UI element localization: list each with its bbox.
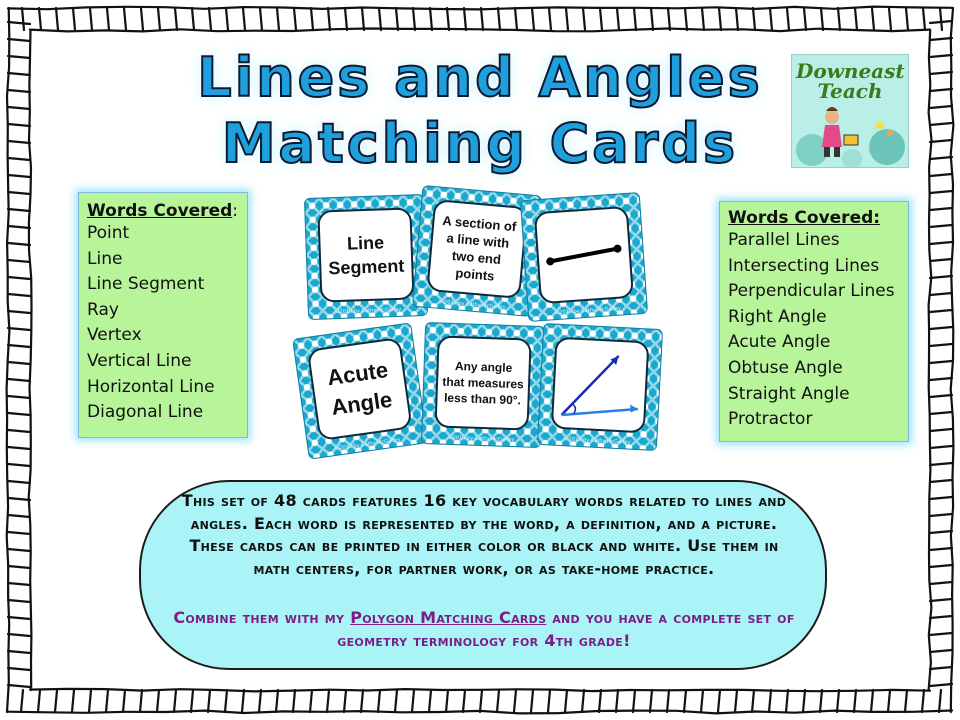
card-picture	[551, 337, 650, 434]
border-tick	[565, 690, 567, 712]
border-tick	[8, 617, 30, 619]
border-tick	[905, 690, 907, 712]
border-tick	[930, 684, 952, 686]
border-tick	[684, 690, 686, 712]
border-tick	[930, 259, 952, 261]
border-tick	[8, 685, 30, 687]
list-item: Protractor	[728, 409, 813, 430]
border-tick	[90, 8, 92, 30]
border-tick	[930, 310, 952, 312]
border-tick	[8, 22, 30, 24]
border-tick	[804, 8, 806, 30]
border-tick	[209, 8, 211, 30]
border-tick	[8, 515, 30, 517]
border-tick	[668, 8, 670, 30]
card-copyright: ©2013 by Cathy McGaffey	[438, 298, 506, 311]
border-tick	[667, 690, 669, 712]
border-tick	[481, 8, 483, 30]
border-tick	[930, 361, 952, 363]
border-tick	[769, 690, 771, 712]
border-tick	[191, 690, 193, 712]
border-tick	[930, 412, 952, 414]
border-tick	[328, 8, 330, 30]
border-tick	[38, 690, 40, 712]
border-tick	[141, 8, 143, 30]
card-text: A section of a line with two end points	[426, 199, 528, 299]
border-tick	[446, 690, 448, 712]
border-tick	[651, 8, 653, 30]
polygon-matching-cards-link[interactable]: Polygon Matching Cards	[350, 608, 547, 627]
border-tick	[277, 8, 279, 30]
border-tick	[276, 690, 278, 712]
border-tick	[922, 690, 924, 712]
border-tick	[8, 583, 30, 585]
border-tick	[260, 8, 262, 30]
border-tick	[412, 690, 414, 712]
border-stroke	[30, 29, 930, 32]
border-tick	[395, 690, 397, 712]
border-tick	[930, 446, 952, 448]
border-tick	[362, 8, 364, 30]
border-tick	[174, 690, 176, 712]
border-tick	[787, 8, 789, 30]
border-tick	[616, 690, 618, 712]
words-covered-left	[78, 192, 248, 438]
border-tick	[930, 38, 952, 40]
card-copyright: ©2013 by Cathy McGaffey	[563, 436, 631, 446]
border-tick	[566, 8, 568, 30]
border-tick	[378, 690, 380, 712]
border-tick	[8, 175, 30, 177]
border-tick	[531, 690, 533, 712]
border-tick	[930, 429, 952, 431]
list-item: Line Segment	[87, 274, 205, 295]
border-tick	[940, 8, 942, 30]
border-tick	[855, 8, 857, 30]
border-tick	[8, 328, 30, 330]
border-tick	[429, 690, 431, 712]
border-tick	[8, 651, 30, 653]
border-tick	[701, 690, 703, 712]
border-tick	[930, 344, 952, 346]
border-tick	[8, 226, 30, 228]
border-tick	[930, 191, 952, 193]
border-tick	[447, 8, 449, 30]
border-tick	[22, 8, 24, 30]
border-tick	[634, 8, 636, 30]
card-copyright: ©2013 by Cathy McGaffey	[447, 434, 515, 444]
border-tick	[8, 566, 30, 568]
card-copyright: ©2013 by Cathy McGaffey	[334, 306, 402, 316]
card-copyright: ©2013 by Cathy McGaffey	[334, 436, 401, 453]
list-item: Line	[87, 248, 123, 269]
border-tick	[379, 8, 381, 30]
border-tick	[8, 413, 30, 415]
page-title-line-2: Matching Cards	[221, 112, 739, 175]
border-tick	[345, 8, 347, 30]
border-tick	[192, 8, 194, 30]
border-tick	[463, 690, 465, 712]
logo-text: Downeast Teach	[796, 59, 905, 103]
border-tick	[736, 8, 738, 30]
border-tick	[430, 8, 432, 30]
description-text: This set of 48 cards features 16 key vocabulary words related to lines and angles. Each word is represented by the word, a definition, and a picture. These cards can be printed in either color or black and white. Use them in math centers, for partner work, or as take-home practice.	[181, 491, 787, 578]
border-tick	[930, 208, 952, 210]
border-tick	[930, 514, 952, 516]
list-item: Vertical Line	[87, 350, 192, 371]
border-tick	[617, 8, 619, 30]
border-tick	[8, 311, 30, 313]
brand-logo	[791, 54, 909, 168]
border-tick	[124, 8, 126, 30]
border-tick	[888, 690, 890, 712]
border-tick	[480, 690, 482, 712]
border-tick	[821, 8, 823, 30]
border-tick	[515, 8, 517, 30]
line-segment-icon	[541, 232, 628, 278]
border-tick	[600, 8, 602, 30]
border-tick	[770, 8, 772, 30]
border-tick	[123, 690, 125, 712]
card-acute-angle-definition	[421, 322, 545, 448]
card-text: Line Segment	[317, 207, 414, 302]
border-tick	[242, 690, 244, 712]
border-tick	[8, 532, 30, 534]
callout-text-end: and you have a complete set of geometry terminology for 4th grade!	[337, 608, 795, 650]
border-tick	[820, 690, 822, 712]
words-header-colon: :	[232, 201, 238, 221]
list-item: Obtuse Angle	[728, 357, 843, 378]
border-tick	[871, 690, 873, 712]
border-tick	[8, 498, 30, 500]
border-tick	[930, 242, 952, 244]
description-panel	[139, 480, 827, 670]
card-acute-angle-picture	[537, 323, 663, 451]
border-tick	[310, 690, 312, 712]
border-tick	[854, 690, 856, 712]
border-tick	[930, 463, 952, 465]
list-item: Ray	[87, 299, 119, 320]
border-tick	[72, 690, 74, 712]
border-tick	[8, 464, 30, 466]
border-tick	[702, 8, 704, 30]
border-tick	[396, 8, 398, 30]
border-tick	[106, 690, 108, 712]
border-tick	[514, 690, 516, 712]
border-tick	[752, 690, 754, 712]
border-tick	[175, 8, 177, 30]
border-tick	[872, 8, 874, 30]
border-tick	[225, 690, 227, 712]
border-tick	[923, 8, 925, 30]
list-item: Right Angle	[728, 306, 827, 327]
border-tick	[549, 8, 551, 30]
border-tick	[838, 8, 840, 30]
border-tick	[498, 8, 500, 30]
border-tick	[497, 690, 499, 712]
border-tick	[930, 327, 952, 329]
border-tick	[8, 243, 30, 245]
border-tick	[311, 8, 313, 30]
page-title-line-1: Lines and Angles	[197, 46, 763, 109]
list-item: Perpendicular Lines	[728, 281, 895, 302]
border-tick	[930, 21, 952, 23]
border-tick	[8, 668, 30, 670]
border-tick	[930, 667, 952, 669]
border-tick	[8, 549, 30, 551]
border-tick	[56, 8, 58, 30]
list-item: Acute Angle	[728, 332, 831, 353]
words-list-right	[728, 228, 908, 433]
border-tick	[930, 531, 952, 533]
border-tick	[8, 277, 30, 279]
border-stroke	[30, 689, 930, 692]
border-tick	[930, 497, 952, 499]
border-tick	[294, 8, 296, 30]
card-line-segment-picture	[520, 192, 648, 322]
border-tick	[930, 616, 952, 618]
border-tick	[930, 548, 952, 550]
border-tick	[735, 690, 737, 712]
border-tick	[73, 8, 75, 30]
border-tick	[803, 690, 805, 712]
card-text: Any angle that measures less than 90°.	[434, 335, 531, 430]
list-item: Straight Angle	[728, 383, 850, 404]
border-tick	[226, 8, 228, 30]
border-tick	[582, 690, 584, 712]
border-tick	[140, 690, 142, 712]
border-tick	[8, 430, 30, 432]
card-line-segment-word	[304, 194, 428, 320]
border-tick	[21, 690, 23, 712]
border-tick	[930, 565, 952, 567]
border-tick	[889, 8, 891, 30]
border-tick	[930, 599, 952, 601]
border-tick	[786, 690, 788, 712]
border-tick	[8, 345, 30, 347]
border-tick	[599, 690, 601, 712]
words-list-left	[87, 221, 247, 426]
border-tick	[939, 690, 941, 712]
border-tick	[243, 8, 245, 30]
border-tick	[930, 378, 952, 380]
list-item: Intersecting Lines	[728, 255, 880, 276]
border-tick	[8, 260, 30, 262]
card-copyright: ©2013 by Cathy McGaffey	[554, 305, 622, 317]
border-tick	[930, 293, 952, 295]
border-tick	[906, 8, 908, 30]
border-tick	[930, 225, 952, 227]
border-tick	[361, 690, 363, 712]
border-tick	[719, 8, 721, 30]
border-tick	[8, 294, 30, 296]
border-tick	[158, 8, 160, 30]
border-tick	[259, 690, 261, 712]
border-tick	[548, 690, 550, 712]
words-header-right: Words Covered:	[728, 208, 881, 228]
border-tick	[293, 690, 295, 712]
border-tick	[8, 362, 30, 364]
border-tick	[8, 396, 30, 398]
border-tick	[930, 633, 952, 635]
border-tick	[685, 8, 687, 30]
card-text: Acute Angle	[307, 337, 413, 441]
border-tick	[633, 690, 635, 712]
border-tick	[8, 379, 30, 381]
words-covered-right	[719, 201, 909, 442]
border-tick	[8, 39, 30, 41]
border-tick	[583, 8, 585, 30]
list-item: Vertex	[87, 325, 142, 346]
border-tick	[8, 192, 30, 194]
border-tick	[8, 481, 30, 483]
border-tick	[930, 480, 952, 482]
border-tick	[8, 600, 30, 602]
acute-angle-icon	[553, 343, 647, 428]
border-tick	[89, 690, 91, 712]
border-tick	[753, 8, 755, 30]
border-tick	[208, 690, 210, 712]
border-tick	[327, 690, 329, 712]
list-item: Point	[87, 223, 130, 243]
card-picture	[534, 206, 634, 304]
border-tick	[930, 395, 952, 397]
border-tick	[55, 690, 57, 712]
border-tick	[413, 8, 415, 30]
border-tick	[718, 690, 720, 712]
border-tick	[464, 8, 466, 30]
list-item: Horizontal Line	[87, 376, 215, 397]
border-tick	[344, 690, 346, 712]
border-tick	[930, 582, 952, 584]
border-tick	[8, 447, 30, 449]
border-tick	[8, 634, 30, 636]
border-tick	[837, 690, 839, 712]
border-tick	[930, 276, 952, 278]
border-tick	[157, 690, 159, 712]
list-item: Parallel Lines	[728, 230, 840, 250]
list-item: Diagonal Line	[87, 402, 204, 423]
card-acute-angle-word	[292, 322, 428, 460]
border-tick	[39, 8, 41, 30]
border-tick	[8, 209, 30, 211]
border-tick	[107, 8, 109, 30]
border-tick	[650, 690, 652, 712]
border-tick	[930, 650, 952, 652]
border-tick	[532, 8, 534, 30]
words-header-left	[87, 201, 247, 221]
callout-text-start: Combine them with my	[173, 608, 351, 627]
words-header-text: Words Covered	[87, 201, 233, 221]
description-callout	[169, 607, 799, 652]
